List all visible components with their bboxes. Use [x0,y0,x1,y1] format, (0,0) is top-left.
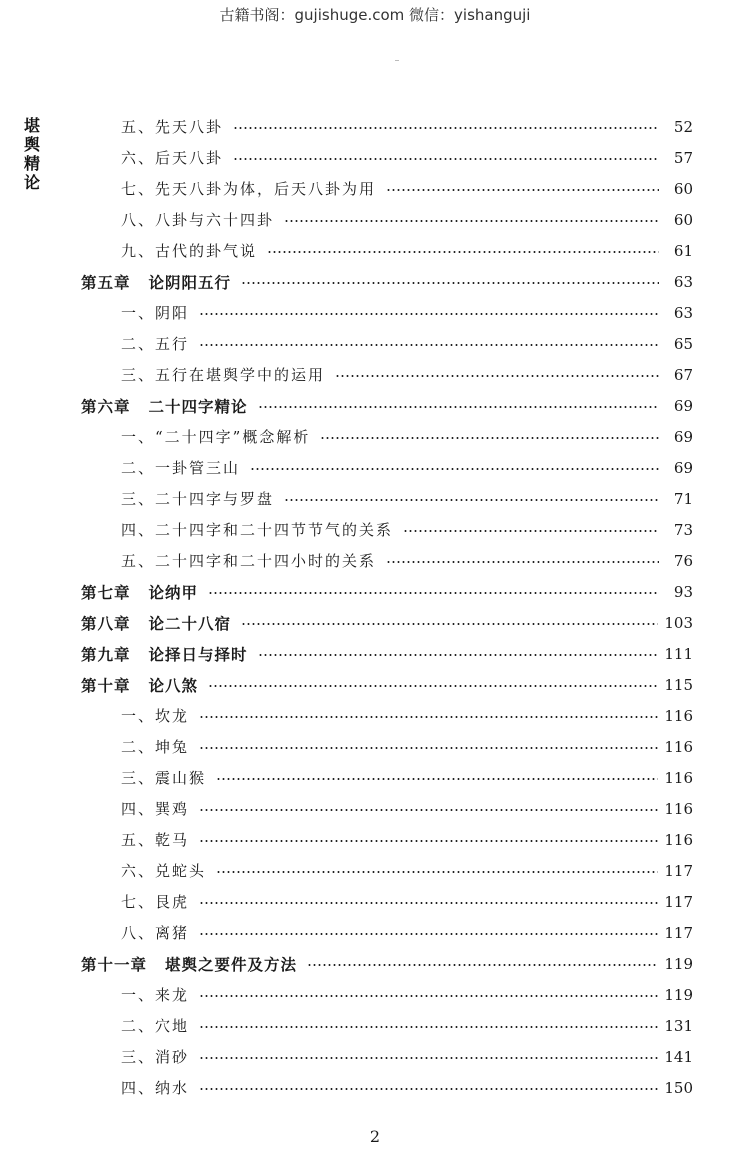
chapter-title: 二十四字精论 [148,397,248,416]
chapter-title: 论阴阳五行 [148,273,232,292]
section-title: 一、来龙 [121,986,190,1004]
book-title-char: 堪 [23,116,40,135]
section-title: 三、二十四字与罗盘 [121,490,275,508]
dot-leader [258,406,659,408]
toc-section-entry[interactable] [0,142,750,173]
dot-leader [199,1057,658,1059]
chapter-heading [81,271,231,293]
toc-section-entry[interactable] [0,452,750,483]
section-title: 一、坎龙 [121,707,190,725]
book-title-char: 论 [23,173,40,192]
page-ref: 57 [673,148,693,167]
section-title: 五、二十四字和二十四小时的关系 [121,552,377,570]
page-ref: 115 [664,675,693,694]
dot-leader [199,747,658,749]
toc-section-entry[interactable] [0,1010,750,1041]
page-ref: 63 [673,272,693,291]
chapter-heading [81,643,248,665]
chapter-title: 论八煞 [148,676,199,695]
chapter-heading [81,674,198,696]
toc-chapter-entry[interactable] [0,607,750,638]
toc-section-entry[interactable] [0,1072,750,1103]
section-title: 三、五行在堪舆学中的运用 [121,366,326,384]
toc-section-entry[interactable] [0,514,750,545]
dot-leader [335,375,659,377]
chapter-title: 论纳甲 [148,583,199,602]
chapter-title: 论二十八宿 [148,614,232,633]
chapter-heading [81,395,248,417]
toc-section-entry[interactable] [0,700,750,731]
section-title: 二、一卦管三山 [121,459,241,477]
section-title: 一、“二十四字”概念解析 [121,428,311,446]
page-number: 2 [369,1127,381,1146]
dot-leader [267,251,659,253]
dot-leader [403,530,659,532]
toc-section-entry[interactable] [0,1041,750,1072]
toc-section-entry[interactable] [0,483,750,514]
page-ref: 150 [664,1078,693,1097]
section-title: 一、阴阳 [121,304,190,322]
chapter-number: 第十章 [81,676,131,695]
dot-leader [241,623,658,625]
dot-leader [199,902,658,904]
dot-leader [307,964,658,966]
chapter-title: 论择日与择时 [148,645,248,664]
section-title: 七、艮虎 [121,893,190,911]
section-title: 二、穴地 [121,1017,190,1035]
section-title: 四、二十四字和二十四节节气的关系 [121,521,394,539]
dot-leader [386,561,659,563]
dot-leader [208,685,658,687]
section-title: 六、兑蛇头 [121,862,207,880]
toc-section-entry[interactable] [0,824,750,855]
toc-chapter-entry[interactable] [0,266,750,297]
page-ref: 73 [673,520,693,539]
section-title: 八、离猪 [121,924,190,942]
page-ref: 119 [664,954,693,973]
page-ref: 52 [673,117,693,136]
toc-chapter-entry[interactable] [0,948,750,979]
page-ref: 116 [664,799,693,818]
section-title: 三、消砂 [121,1048,190,1066]
page-ref: 119 [664,985,693,1004]
page-ref: 93 [673,582,693,601]
page-ref: 117 [664,861,693,880]
dot-leader [241,282,659,284]
page-ref: 116 [664,737,693,756]
toc-section-entry[interactable] [0,793,750,824]
dot-leader [233,127,659,129]
dot-leader [199,344,659,346]
page-ref: 117 [664,923,693,942]
page-ref: 111 [664,644,693,663]
toc-section-entry[interactable] [0,886,750,917]
page-ref: 103 [664,613,693,632]
section-title: 二、五行 [121,335,190,353]
dot-leader [199,809,658,811]
section-title: 八、八卦与六十四卦 [121,211,275,229]
section-title: 二、坤兔 [121,738,190,756]
dot-leader [216,871,658,873]
section-title: 四、巽鸡 [121,800,190,818]
page-ref: 69 [673,396,693,415]
toc-section-entry[interactable] [0,762,750,793]
dot-leader [320,437,659,439]
dot-leader [386,189,659,191]
page-ref: 67 [673,365,693,384]
page-ref: 117 [664,892,693,911]
toc-section-entry[interactable] [0,204,750,235]
section-title: 九、古代的卦气说 [121,242,258,260]
section-title: 四、纳水 [121,1079,190,1097]
chapter-number: 第六章 [81,397,131,416]
page-ref: 60 [673,210,693,229]
watermark-header: 古籍书阁：gujishuge.com 微信：yishanguji [219,6,531,24]
section-title: 五、乾马 [121,831,190,849]
chapter-number: 第五章 [81,273,131,292]
dot-leader [233,158,659,160]
dot-leader [199,995,658,997]
toc-section-entry[interactable] [0,235,750,266]
dot-leader [208,592,659,594]
page-ref: 65 [673,334,693,353]
toc-section-entry[interactable] [0,979,750,1010]
dot-leader [284,499,659,501]
toc-section-entry[interactable] [0,917,750,948]
chapter-number: 第十一章 [81,955,148,974]
dot-leader [216,778,658,780]
chapter-heading [81,612,231,634]
dot-leader [199,933,658,935]
toc-chapter-entry[interactable] [0,638,750,669]
dot-leader [199,313,659,315]
toc-section-entry[interactable] [0,421,750,452]
scan-speck [395,60,399,61]
section-title: 七、先天八卦为体，后天八卦为用 [121,180,377,198]
chapter-number: 第七章 [81,583,131,602]
chapter-heading [81,953,297,975]
chapter-number: 第八章 [81,614,131,633]
table-of-contents [0,111,750,1103]
page-ref: 76 [673,551,693,570]
toc-section-entry[interactable] [0,111,750,142]
chapter-heading [81,581,198,603]
book-title-char: 精 [23,154,40,173]
book-title-char: 舆 [23,135,40,154]
page-ref: 69 [673,427,693,446]
dot-leader [199,1026,658,1028]
dot-leader [199,840,658,842]
dot-leader [284,220,659,222]
dot-leader [199,1088,658,1090]
toc-section-entry[interactable] [0,359,750,390]
page-ref: 131 [664,1016,693,1035]
dot-leader [258,654,659,656]
page-ref: 116 [664,768,693,787]
toc-section-entry[interactable] [0,328,750,359]
page-ref: 60 [673,179,693,198]
page-ref: 71 [673,489,693,508]
toc-section-entry[interactable] [0,731,750,762]
toc-chapter-entry[interactable] [0,390,750,421]
page-ref: 61 [673,241,693,260]
dot-leader [199,716,658,718]
page-ref: 116 [664,706,693,725]
section-title: 五、先天八卦 [121,118,224,136]
section-title: 六、后天八卦 [121,149,224,167]
chapter-number: 第九章 [81,645,131,664]
chapter-title: 堪舆之要件及方法 [165,955,298,974]
toc-section-entry[interactable] [0,297,750,328]
toc-section-entry[interactable] [0,855,750,886]
toc-chapter-entry[interactable] [0,576,750,607]
section-title: 三、震山猴 [121,769,207,787]
toc-section-entry[interactable] [0,545,750,576]
page-ref: 141 [664,1047,693,1066]
page-ref: 116 [664,830,693,849]
toc-section-entry[interactable] [0,173,750,204]
toc-chapter-entry[interactable] [0,669,750,700]
dot-leader [250,468,659,470]
page-ref: 63 [673,303,693,322]
page-ref: 69 [673,458,693,477]
